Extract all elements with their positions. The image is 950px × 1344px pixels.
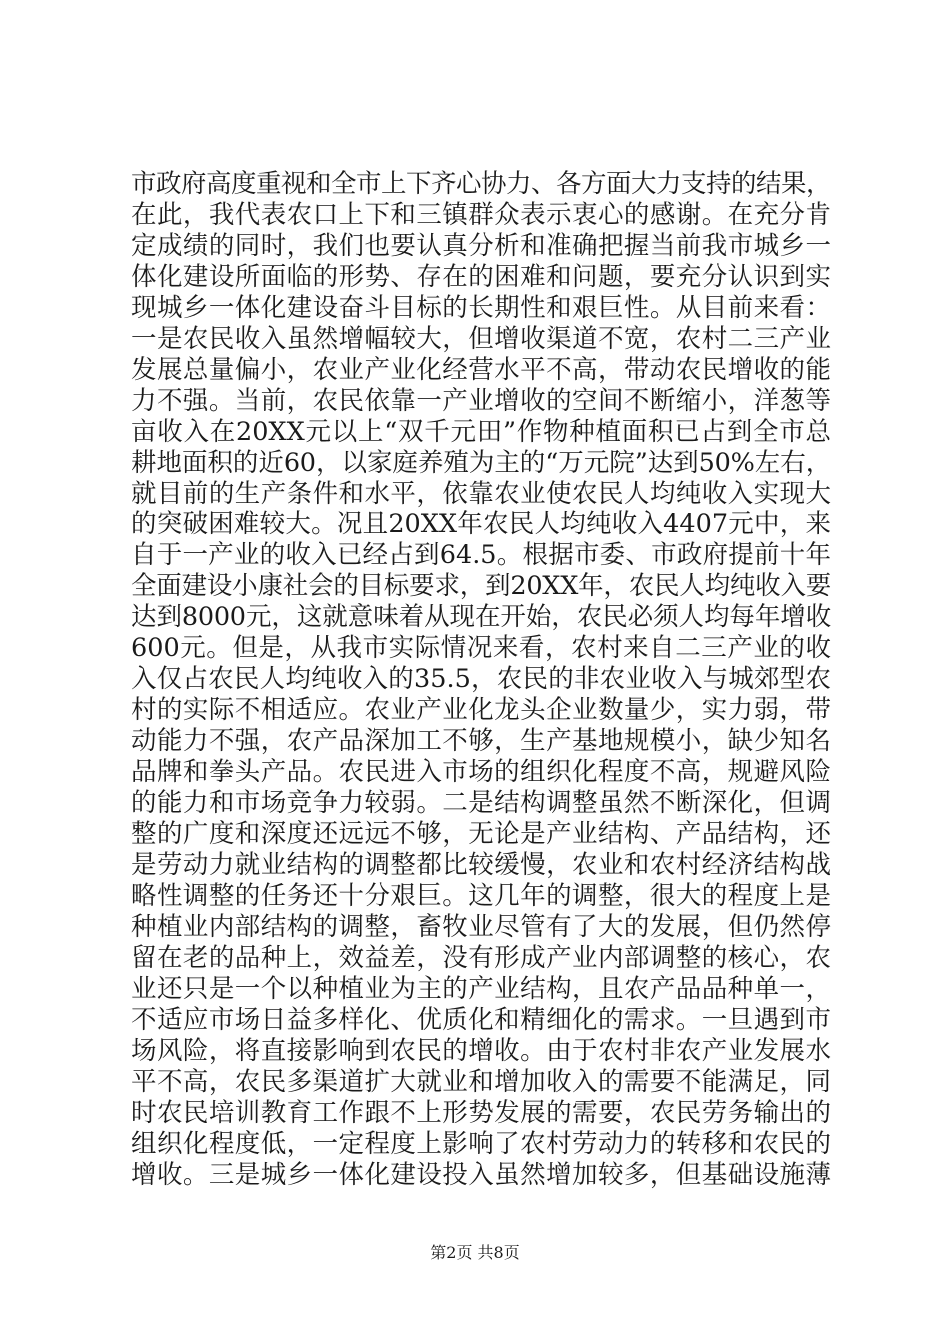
text-line: 自于一产业的收入已经占到64.5。根据市委、市政府提前十年: [131, 540, 831, 571]
text-line: 一是农民收入虽然增幅较大，但增收渠道不宽，农村二三产业: [131, 323, 831, 354]
text-line: 组织化程度低，一定程度上影响了农村劳动力的转移和农民的: [131, 1128, 831, 1159]
text-line: 种植业内部结构的调整，畜牧业尽管有了大的发展，但仍然停: [131, 911, 831, 942]
text-line: 力不强。当前，农民依靠一产业增收的空间不断缩小，洋葱等: [131, 385, 831, 416]
text-line: 在此，我代表农口上下和三镇群众表示衷心的感谢。在充分肯: [131, 199, 831, 230]
text-line: 600元。但是，从我市实际情况来看，农村来自二三产业的收: [131, 633, 831, 664]
text-line: 品牌和拳头产品。农民进入市场的组织化程度不高，规避风险: [131, 757, 831, 788]
text-line: 入仅占农民人均纯收入的35.5，农民的非农业收入与城郊型农: [131, 664, 831, 695]
text-line: 市政府高度重视和全市上下齐心协力、各方面大力支持的结果，: [131, 169, 832, 199]
text-line: 留在老的品种上，效益差，没有形成产业内部调整的核心，农: [131, 942, 831, 973]
text-line: 动能力不强，农产品深加工不够，生产基地规模小，缺少知名: [131, 726, 831, 757]
page-number-label: 第2页 共8页: [430, 1243, 520, 1262]
text-line: 平不高，农民多渠道扩大就业和增加收入的需要不能满足，同: [131, 1066, 831, 1097]
text-line: 业还只是一个以种植业为主的产业结构，且农产品品种单一，: [131, 973, 831, 1004]
text-line: 整的广度和深度还远远不够，无论是产业结构、产品结构，还: [131, 819, 831, 850]
text-line: 耕地面积的近60，以家庭养殖为主的“万元院”达到50%左右，: [131, 447, 831, 478]
text-line: 达到8000元，这就意味着从现在开始，农民必须人均每年增收: [131, 602, 831, 633]
text-line: 现城乡一体化建设奋斗目标的长期性和艰巨性。从目前来看：: [131, 292, 831, 323]
text-line: 时农民培训教育工作跟不上形势发展的需要，农民劳务输出的: [131, 1097, 831, 1128]
text-line: 村的实际不相适应。农业产业化龙头企业数量少，实力弱，带: [131, 695, 831, 726]
text-line: 亩收入在20XX元以上“双千元田”作物种植面积已占到全市总: [131, 416, 831, 447]
text-line: 是劳动力就业结构的调整都比较缓慢，农业和农村经济结构战: [131, 849, 831, 880]
text-line: 就目前的生产条件和水平，依靠农业使农民人均纯收入实现大: [131, 478, 831, 509]
text-line: 发展总量偏小，农业产业化经营水平不高，带动农民增收的能: [131, 354, 831, 385]
text-line: 体化建设所面临的形势、存在的困难和问题，要充分认识到实: [131, 261, 831, 292]
text-line: 略性调整的任务还十分艰巨。这几年的调整，很大的程度上是: [131, 880, 831, 911]
text-line: 增收。三是城乡一体化建设投入虽然增加较多，但基础设施薄: [131, 1159, 831, 1190]
text-line: 的突破困难较大。况且20XX年农民人均纯收入4407元中，来: [131, 509, 831, 540]
text-line: 不适应市场日益多样化、优质化和精细化的需求。一旦遇到市: [131, 1004, 831, 1035]
body-text: [131, 169, 831, 1190]
text-line: 场风险，将直接影响到农民的增收。由于农村非农产业发展水: [131, 1035, 831, 1066]
text-line: 的能力和市场竞争力较弱。二是结构调整虽然不断深化，但调: [131, 788, 831, 819]
text-line: 定成绩的同时，我们也要认真分析和准确把握当前我市城乡一: [131, 230, 831, 261]
page-footer: [0, 1240, 950, 1263]
text-line: 全面建设小康社会的目标要求，到20XX年，农民人均纯收入要: [131, 571, 831, 602]
